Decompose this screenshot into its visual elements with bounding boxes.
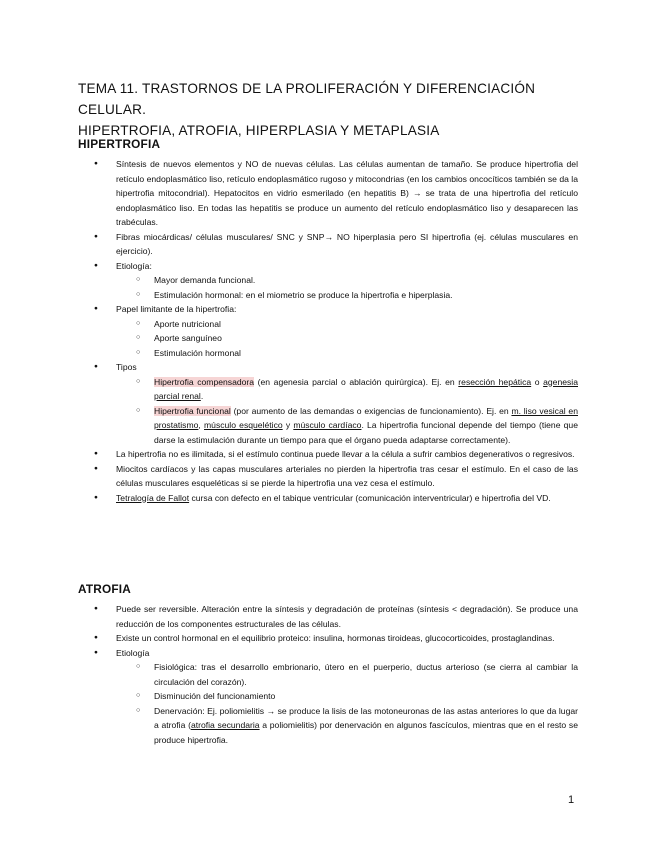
list-item [116, 302, 578, 360]
sub-list-item: ○ Mayor demanda funcional. [154, 273, 578, 288]
text: y [282, 420, 294, 430]
list-item: ● Puede ser reversible. Alteración entre la síntesis y degradación de proteínas (síntesis < degradación). Se produce una reducción de los componentes estructurales de las células. [116, 602, 578, 631]
text: , [198, 420, 204, 430]
list-item-text: Etiología [116, 647, 150, 658]
sub-list-item: ○ Estimulación hormonal: en el miometrio se produce la hipertrofia e hiperplasia. [154, 288, 578, 303]
list-item [116, 360, 578, 447]
text: Denervación: Ej. poliomielitis → se produce la lisis de las motoneuronas de las astas anteriores lo que da lugar a atrofia ( [154, 705, 578, 730]
underlined-term: músculo esquelético [204, 420, 283, 430]
list-item: ● Miocitos cardíacos y las capas musculares arteriales no pierden la hipertrofia tras cesar el estímulo. En el caso de las células musculares esqueléticas si se pierde la hipertrofia una vez cesa el estímulo. [116, 462, 578, 491]
underlined-term: agenesia parcial renal [154, 376, 578, 401]
sub-list [116, 317, 578, 361]
text: (en agenesia parcial o ablación quirúrgica). Ej. en [254, 376, 459, 387]
list-item-text: Papel limitante de la hipertrofia: [116, 304, 237, 314]
page-title [78, 78, 578, 141]
list-item: ● Fibras miocárdicas/ células musculares/ SNC y SNP→ NO hiperplasia pero SI hipertrofia (ej. células musculares en ejercicio). [116, 230, 578, 259]
atrofia-list [116, 602, 578, 747]
sub-list-item [154, 704, 578, 748]
sub-list [116, 375, 578, 448]
underlined-term: m. liso vesical en prostatismo [154, 405, 578, 430]
text: . [200, 391, 204, 401]
sub-list-item: ○ Aporte nutricional [154, 317, 578, 332]
title-line-2: HIPERTROFIA, ATROFIA, HIPERPLASIA Y METAPLASIA [78, 123, 440, 138]
section-heading-atrofia: ATROFIA [78, 582, 131, 596]
text: o [531, 376, 544, 387]
sub-list [116, 660, 578, 747]
highlighted-term: Hipertrofia compensadora [154, 376, 255, 387]
text: . La hipertrofia funcional depende del tiempo (tiene que darse la estimulación durante un tiempo para que el órgano pueda adaptarse correctamente). [154, 420, 578, 445]
text: cursa con defecto en el tabique ventricular (comunicación interventricular) e hipertrofia del VD. [189, 492, 551, 503]
underlined-term: atrofia secundaria [190, 720, 260, 730]
underlined-term: músculo cardíaco [293, 420, 362, 430]
sub-list-item [154, 404, 578, 448]
highlighted-term: Hipertrofia funcional [154, 405, 231, 416]
list-item: ● La hipertrofia no es ilimitada, si el estímulo continua puede llevar a la célula a sufrir cambios degenerativos o regresivos. [116, 447, 578, 462]
sub-list-item: ○ Disminución del funcionamiento [154, 689, 578, 704]
page-number: 1 [568, 794, 575, 806]
title-line-1: TEMA 11. TRASTORNOS DE LA PROLIFERACIÓN Y DIFERENCIACIÓN CELULAR. [78, 81, 536, 117]
section-heading-hipertrofia: HIPERTROFIA [78, 137, 161, 151]
text: (por aumento de las demandas o exigencias de funcionamiento). Ej. en [230, 405, 512, 416]
list-item [116, 491, 578, 506]
text: a poliomielitis) por denervación en algunos fascículos, mientras que en el resto se produce hipertrofia. [154, 720, 578, 745]
list-item-text: Tipos [116, 362, 137, 372]
list-item [116, 646, 578, 748]
sub-list-item: ○ Estimulación hormonal [154, 346, 578, 361]
sub-list-item: ○ Aporte sanguíneo [154, 331, 578, 346]
list-item [116, 259, 578, 303]
list-item: ● Síntesis de nuevos elementos y NO de nuevas células. Las células aumentan de tamaño. Se produce hipertrofia del retículo endoplasmático liso, retículo endoplasmático rugoso y mitocondrias (en los cambios oncocíticos también se da la hipertrofia mitocondrial). Hepatocitos en vidrio esmerilado (en hepatitis B) → se trata de una hipertrofia del retículo endoplasmático liso. En todas las hepatitis se produce un aumento del retículo endoplasmático liso y desaparecen las trabéculas. [116, 157, 578, 230]
hipertrofia-list [116, 157, 578, 505]
underlined-term: Tetralogía de Fallot [116, 492, 190, 503]
sub-list [116, 273, 578, 302]
list-item: ● Existe un control hormonal en el equilibrio proteico: insulina, hormonas tiroideas, glucocorticoides, prostaglandinas. [116, 631, 578, 646]
list-item-text: Etiología: [116, 260, 152, 271]
underlined-term: resección hepática [458, 376, 532, 387]
sub-list-item: ○ Fisiológica: tras el desarrollo embrionario, útero en el puerperio, ductus arterioso (se cierra al cambiar la circulación del corazón). [154, 660, 578, 689]
sub-list-item [154, 375, 578, 404]
